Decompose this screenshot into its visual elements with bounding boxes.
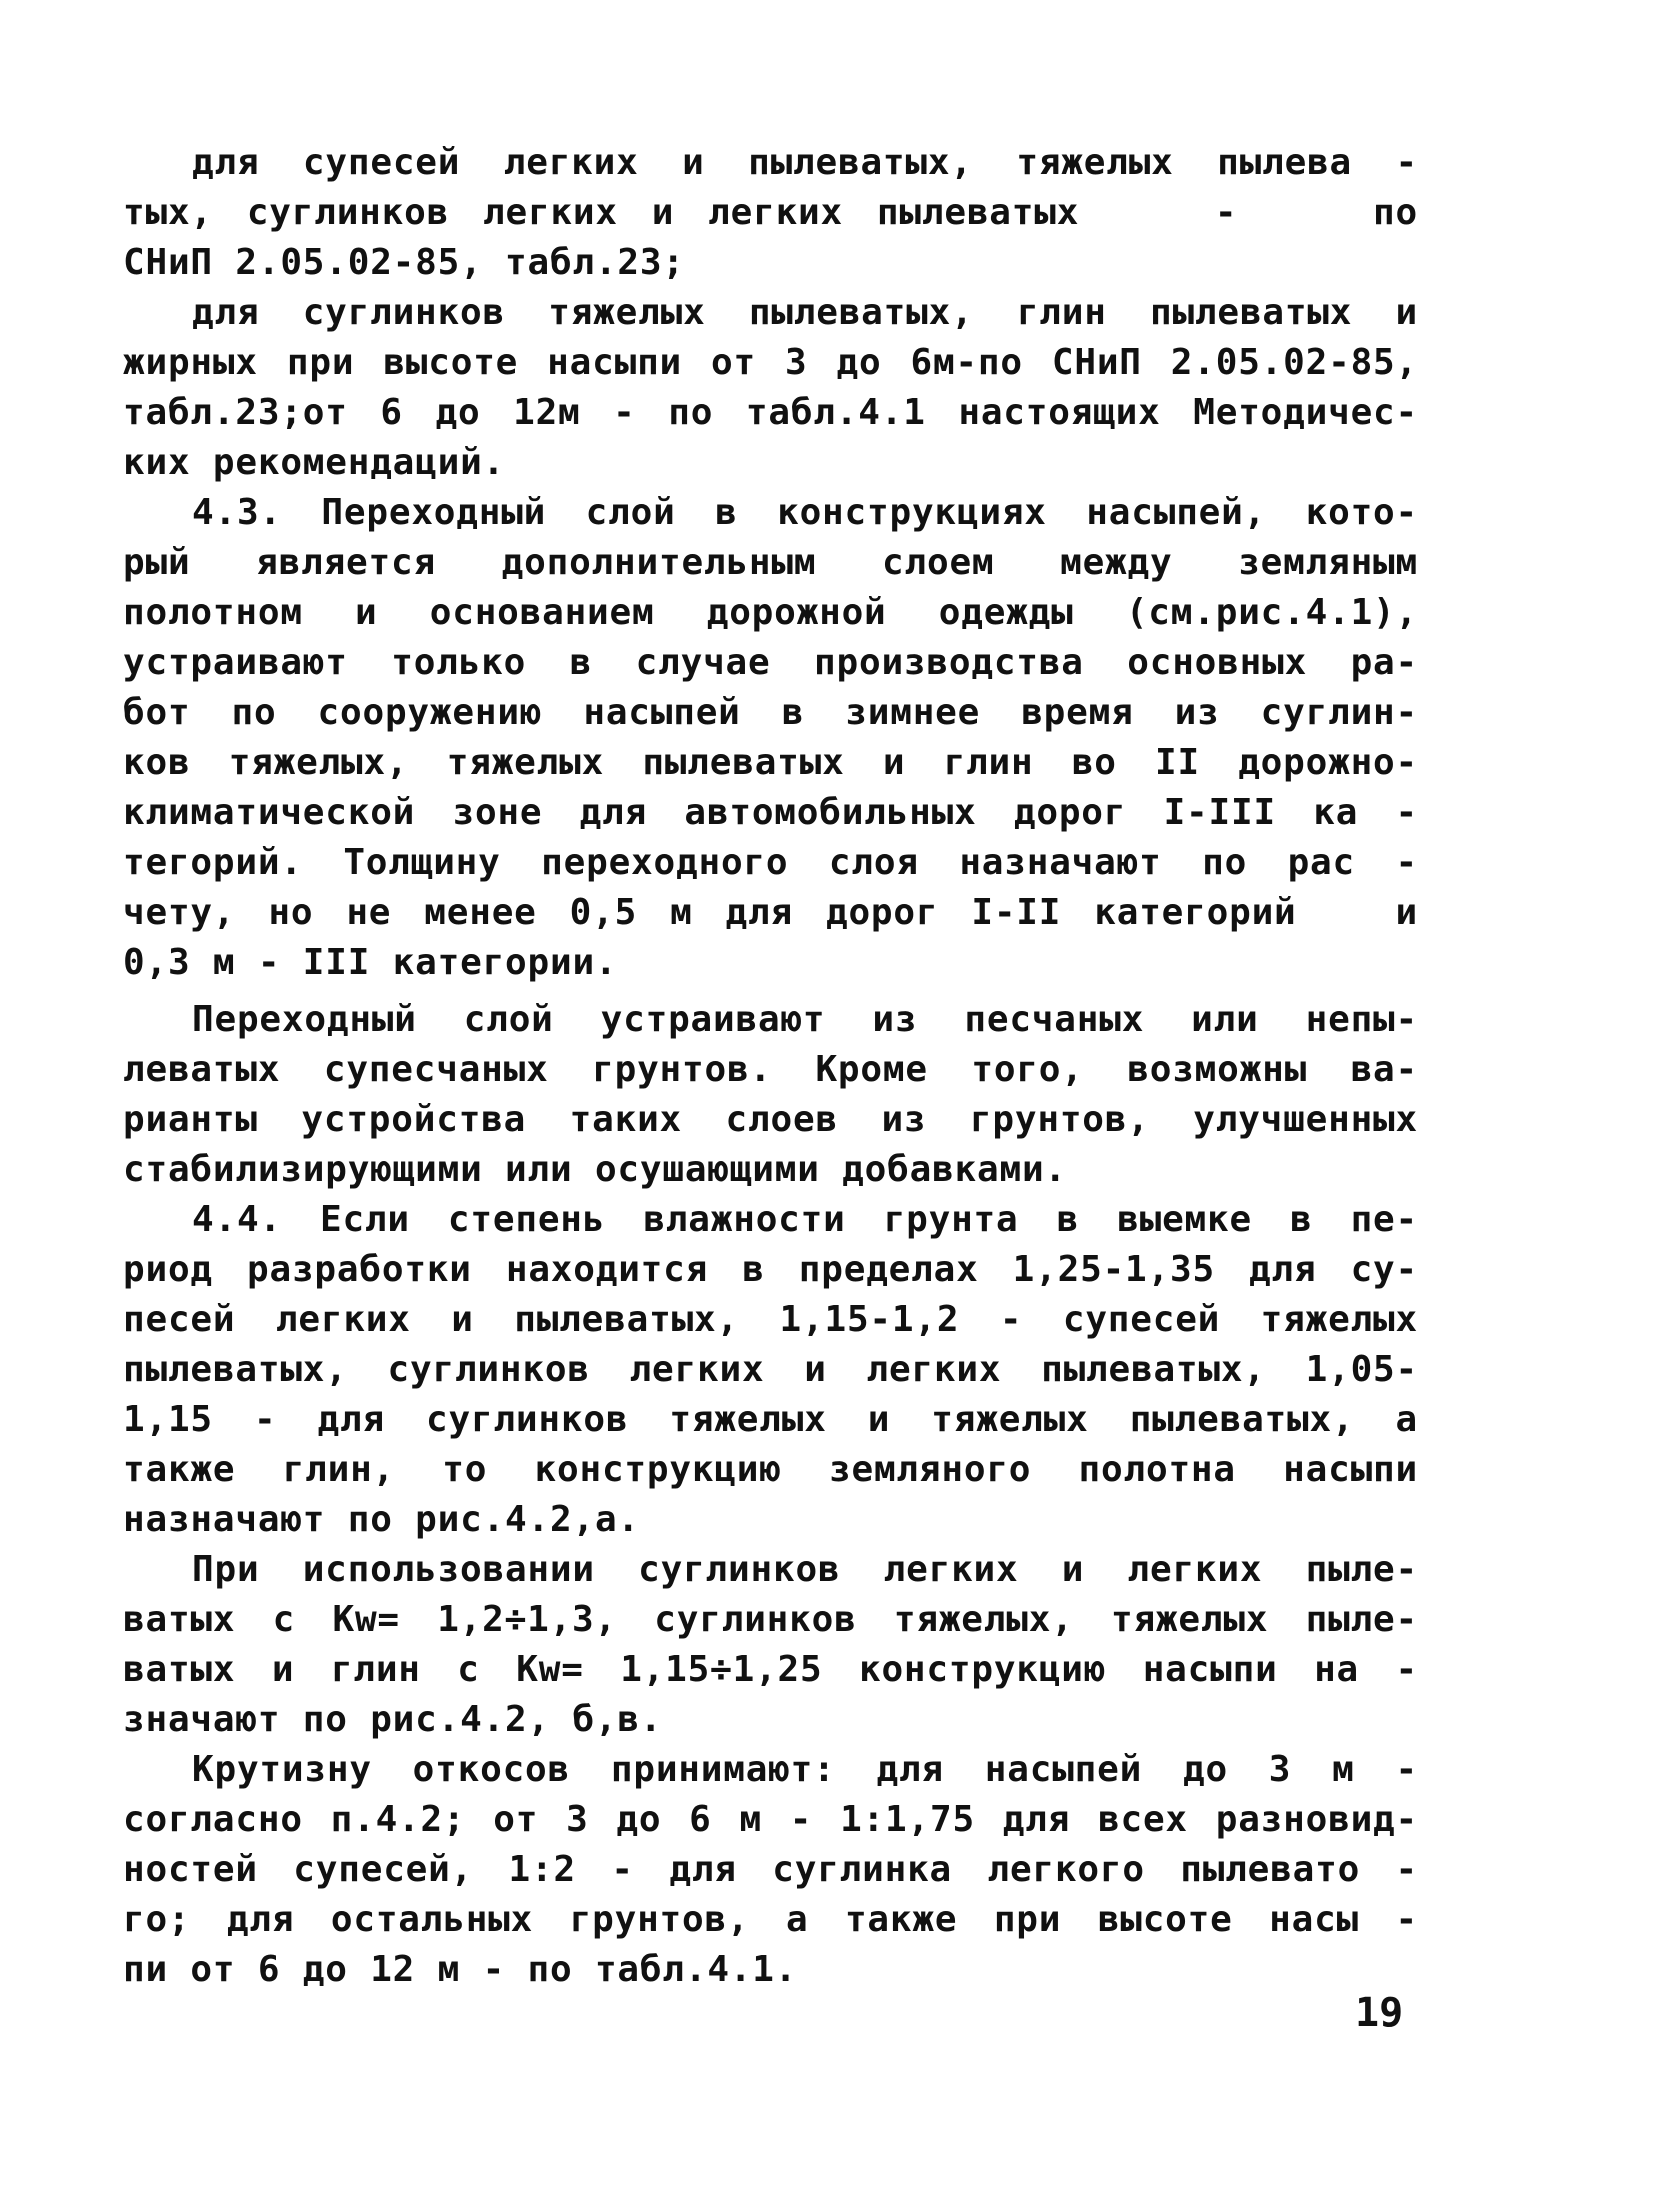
page-number: 19	[1355, 1990, 1404, 2036]
text-line: тегорий. Толщину переходного слоя назначают по рас -	[123, 842, 1418, 883]
text-line: также глин, то конструкцию земляного полотна насыпи	[123, 1449, 1418, 1490]
text-line: ватых и глин с Kw= 1,15÷1,25 конструкцию насыпи на -	[123, 1649, 1418, 1690]
text-line: 0,3 м - III категории.	[123, 942, 618, 983]
text-line: значают по рис.4.2, б,в.	[123, 1699, 663, 1740]
text-line: стабилизирующими или осушающими добавками.	[123, 1149, 1067, 1190]
text-line: полотном и основанием дорожной одежды (см.рис.4.1),	[123, 592, 1418, 633]
text-line: табл.23;от 6 до 12м - по табл.4.1 настоящих Методичес-	[123, 392, 1418, 433]
text-line: тых, суглинков легких и легких пылеватых - по	[123, 192, 1418, 233]
text-line: жирных при высоте насыпи от 3 до 6м-по СНиП 2.05.02-85,	[123, 342, 1418, 383]
text-line: для супесей легких и пылеватых, тяжелых пылева -	[192, 142, 1418, 183]
text-line: рианты устройства таких слоев из грунтов, улучшенных	[123, 1099, 1418, 1140]
text-line: климатической зоне для автомобильных дорог I-III ка -	[123, 792, 1418, 833]
text-line: 4.3. Переходный слой в конструкциях насыпей, кото-	[192, 492, 1418, 533]
text-line: для суглинков тяжелых пылеватых, глин пылеватых и	[192, 292, 1418, 333]
text-line: пи от 6 до 12 м - по табл.4.1.	[123, 1949, 798, 1990]
text-line: леватых супесчаных грунтов. Кроме того, возможны ва-	[123, 1049, 1418, 1090]
text-line: песей легких и пылеватых, 1,15-1,2 - супесей тяжелых	[123, 1299, 1418, 1340]
text-line: ких рекомендаций.	[123, 442, 506, 483]
text-line: го; для остальных грунтов, а также при высоте насы -	[123, 1899, 1418, 1940]
text-line: бот по сооружению насыпей в зимнее время из суглин-	[123, 692, 1418, 733]
text-line: СНиП 2.05.02-85, табл.23;	[123, 242, 685, 283]
text-line: ностей супесей, 1:2 - для суглинка легкого пылевато -	[123, 1849, 1418, 1890]
text-line: При использовании суглинков легких и легких пыле-	[192, 1549, 1418, 1590]
text-line: рый является дополнительным слоем между земляным	[123, 542, 1418, 583]
text-line: риод разработки находится в пределах 1,25-1,35 для су-	[123, 1249, 1418, 1290]
text-line: устраивают только в случае производства основных ра-	[123, 642, 1418, 683]
text-line: Крутизну откосов принимают: для насыпей до 3 м -	[192, 1749, 1418, 1790]
text-line: Переходный слой устраивают из песчаных или непы-	[192, 999, 1418, 1040]
text-line: 1,15 - для суглинков тяжелых и тяжелых пылеватых, а	[123, 1399, 1418, 1440]
text-line: ватых с Kw= 1,2÷1,3, суглинков тяжелых, тяжелых пыле-	[123, 1599, 1418, 1640]
text-line: чету, но не менее 0,5 м для дорог I-II категорий и	[123, 892, 1418, 933]
text-line: 4.4. Если степень влажности грунта в выемке в пе-	[192, 1199, 1418, 1240]
text-line: ков тяжелых, тяжелых пылеватых и глин во II дорожно-	[123, 742, 1418, 783]
text-line: пылеватых, суглинков легких и легких пылеватых, 1,05-	[123, 1349, 1418, 1390]
text-line: назначают по рис.4.2,а.	[123, 1499, 640, 1540]
text-line: согласно п.4.2; от 3 до 6 м - 1:1,75 для всех разновид-	[123, 1799, 1418, 1840]
